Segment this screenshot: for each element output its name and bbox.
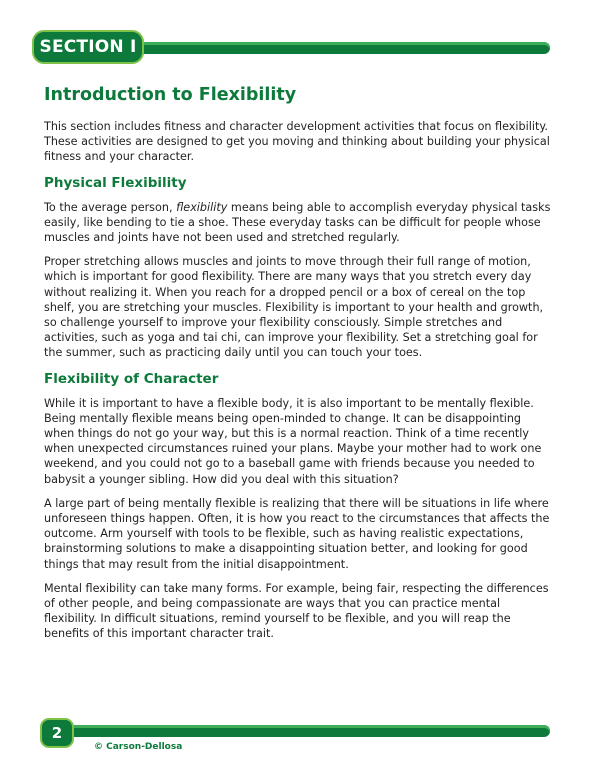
physical-paragraph-1 <box>44 200 554 246</box>
character-paragraph-3: Mental flexibility can take many forms. For example, being fair, respecting the differences of other people, and being compassionate are ways that you can practice mental flexibility. In difficult situations, remind yourself to be flexible, and you will reap the benefits of this important character trait. <box>44 581 549 641</box>
footer-bar <box>55 725 550 737</box>
page-content <box>44 84 554 651</box>
physical-flexibility-heading: Physical Flexibility <box>44 174 187 191</box>
character-paragraph-1: While it is important to have a flexible body, it is also important to be mentally flexible. Being mentally flexible means being open-minded to change. It can be disappointing when things do not go your way, but this is a normal reaction. Think of a time recently when unexpected circumstances ruined your plans. Maybe your mother had to work one weekend, and you could not go to a baseball game with friends because you needed to babysit a younger sibling. How did you deal with this situation? <box>44 396 542 486</box>
intro-paragraph: This section includes fitness and character development activities that focus on flexibility. These activities are designed to get you moving and thinking about building your physical fitness and your character. <box>44 120 550 164</box>
physical-p1-emphasis: flexibility <box>176 200 228 214</box>
page-number: 2 <box>51 724 63 742</box>
header-bar <box>120 42 550 54</box>
character-flexibility-heading: Flexibility of Character <box>44 370 219 387</box>
section-label: SECTION I <box>39 37 137 57</box>
page-title: Introduction to Flexibility <box>44 85 297 105</box>
page-number-badge <box>40 718 74 748</box>
physical-p1-before: To the average person, <box>44 200 177 214</box>
physical-paragraph-2: Proper stretching allows muscles and joints to move through their full range of motion, which is important for good flexibility. There are many ways that you stretch every day without realizing it. When you reach for a dropped pencil or a box of cereal on the top shelf, you are stretching your muscles. Flexibility is important to your health and growth, so challenge yourself to improve your flexibility consciously. Simple stretches and activities, such as yoga and tai chi, can improve your flexibility. Set a stretching goal for the summer, such as practicing daily until you can touch your toes. <box>44 255 544 360</box>
physical-p1-after: means being able to accomplish everyday physical tasks easily, like bending to tie a shoe. These everyday tasks can be difficult for people whose muscles and joints have not been used and stretched regularly. <box>44 200 551 245</box>
copyright-text: © Carson-Dellosa <box>94 742 183 752</box>
section-tab <box>32 30 144 64</box>
character-paragraph-2: A large part of being mentally flexible is realizing that there will be situations in life where unforeseen things happen. Often, it is how you react to the circumstances that affects the outcome. Arm yourself with tools to be flexible, such as having realistic expectations, brainstorming solutions to make a disappointing situation better, and looking for good things that may result from the initial disappointment. <box>44 496 550 571</box>
